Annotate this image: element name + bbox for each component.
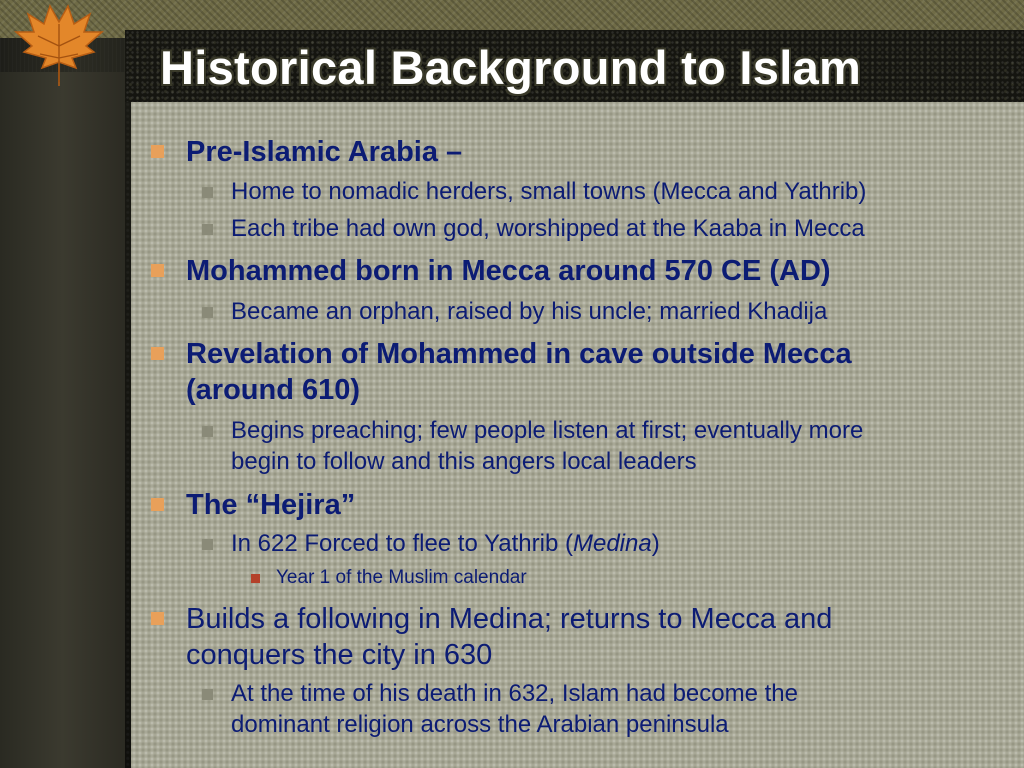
left-bar-accent xyxy=(0,72,125,768)
sub-bullet-marker xyxy=(202,539,213,550)
sub-bullet-marker xyxy=(202,187,213,198)
sub-bullet-marker xyxy=(202,307,213,318)
sub-sub-bullet-marker xyxy=(251,574,260,583)
sub-bullet-orphan: Became an orphan, raised by his uncle; married Khadija xyxy=(231,298,828,325)
sub-bullet-death-line2: dominant religion across the Arabian peninsula xyxy=(231,711,729,738)
sub-bullet-flee-to-yathrib: In 622 Forced to flee to Yathrib (Medina) xyxy=(231,530,660,557)
sub-bullet-each-tribe: Each tribe had own god, worshipped at the Kaaba in Mecca xyxy=(231,215,865,242)
content-panel xyxy=(131,102,1024,768)
bullet-builds-following-line2: conquers the city in 630 xyxy=(186,639,493,671)
bullet-marker xyxy=(151,145,164,158)
sub-sub-bullet-year-one: Year 1 of the Muslim calendar xyxy=(276,567,527,588)
sub-bullet-preaching-line2: begin to follow and this angers local leaders xyxy=(231,448,697,475)
slide-title: Historical Background to Islam xyxy=(160,41,862,94)
sub-bullet-nomadic-herders: Home to nomadic herders, small towns (Mecca and Yathrib) xyxy=(231,178,867,205)
bullet-revelation-line1: Revelation of Mohammed in cave outside Mecca xyxy=(186,338,852,370)
maple-leaf-icon xyxy=(4,2,114,88)
bullet-marker xyxy=(151,498,164,511)
medina-emphasis: Medina xyxy=(572,530,652,557)
sub-bullet-marker xyxy=(202,689,213,700)
bullet-mohammed-born: Mohammed born in Mecca around 570 CE (AD) xyxy=(186,255,831,287)
bullet-hejira: The “Hejira” xyxy=(186,489,356,521)
sub-bullet-marker xyxy=(202,426,213,437)
bullet-marker xyxy=(151,612,164,625)
bullet-marker xyxy=(151,264,164,277)
bullet-builds-following-line1: Builds a following in Medina; returns to Mecca and xyxy=(186,603,833,635)
bullet-marker xyxy=(151,347,164,360)
sub-bullet-death-line1: At the time of his death in 632, Islam had become the xyxy=(231,680,798,707)
bullet-pre-islamic-arabia: Pre-Islamic Arabia – xyxy=(186,136,463,168)
bullet-revelation-line2: (around 610) xyxy=(186,374,361,406)
sub-bullet-preaching-line1: Begins preaching; few people listen at first; eventually more xyxy=(231,417,864,444)
sub-bullet-marker xyxy=(202,224,213,235)
